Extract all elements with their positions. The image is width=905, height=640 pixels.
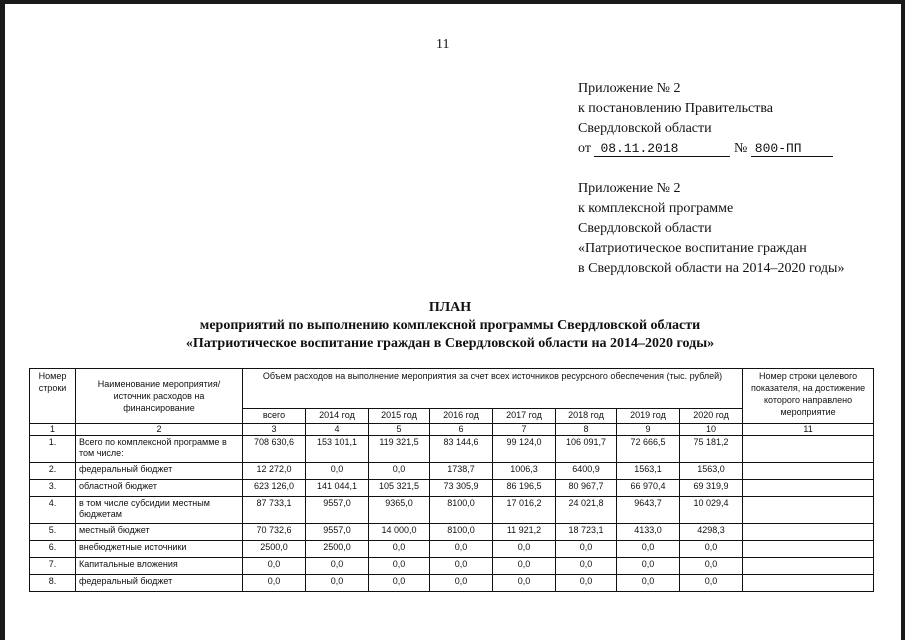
row-number: 7.: [30, 558, 76, 575]
value-2016: 1738,7: [430, 463, 493, 480]
value-2018: 24 021,8: [556, 497, 617, 524]
value-2018: 0,0: [556, 558, 617, 575]
table-row: [30, 524, 874, 541]
resolution-date: 08.11.2018: [594, 141, 730, 157]
value-2016: 8100,0: [430, 497, 493, 524]
value-total: 70 732,6: [243, 524, 306, 541]
value-2016: 0,0: [430, 558, 493, 575]
plan-heading: [150, 299, 750, 353]
plan-subtitle: мероприятий по выполнению комплексной программы Свердловской области: [199, 318, 701, 333]
year-header: 2020 год: [680, 408, 743, 423]
year-header: 2014 год: [306, 408, 369, 423]
value-2020: 0,0: [680, 575, 743, 592]
value-2020: 10 029,4: [680, 497, 743, 524]
value-2016: 83 144,6: [430, 436, 493, 463]
goal-row-number: [743, 436, 874, 463]
value-2017: 17 016,2: [493, 497, 556, 524]
scan-border-left: [0, 0, 5, 640]
header-row-number: Номер строки: [30, 369, 76, 424]
row-name: областной бюджет: [76, 480, 243, 497]
value-total: 623 126,0: [243, 480, 306, 497]
value-2014: 0,0: [306, 463, 369, 480]
goal-row-number: [743, 524, 874, 541]
row-name: федеральный бюджет: [76, 463, 243, 480]
goal-row-number: [743, 497, 874, 524]
value-2018: 80 967,7: [556, 480, 617, 497]
column-number: 2: [76, 424, 243, 436]
value-2017: 1006,3: [493, 463, 556, 480]
column-number: 5: [369, 424, 430, 436]
value-2014: 141 044,1: [306, 480, 369, 497]
table-row: [30, 558, 874, 575]
resolution-date-number-line: [578, 139, 833, 159]
value-2019: 72 666,5: [617, 436, 680, 463]
row-number: 1.: [30, 436, 76, 463]
value-2019: 1563,1: [617, 463, 680, 480]
value-2014: 0,0: [306, 558, 369, 575]
year-header: 2018 год: [556, 408, 617, 423]
value-2019: 0,0: [617, 575, 680, 592]
column-number: 10: [680, 424, 743, 436]
row-number: 2.: [30, 463, 76, 480]
value-2014: 153 101,1: [306, 436, 369, 463]
value-2020: 0,0: [680, 558, 743, 575]
number-prefix: №: [733, 141, 748, 156]
appendix-line: в Свердловской области на 2014–2020 годы»: [578, 261, 845, 276]
value-2019: 0,0: [617, 541, 680, 558]
value-2020: 75 181,2: [680, 436, 743, 463]
value-2014: 9557,0: [306, 497, 369, 524]
appendix-program-block: [578, 179, 844, 279]
header-expense-volume: Объем расходов на выполнение мероприятия за счет всех источников ресурсного обеспечения (тыс. рублей): [243, 369, 743, 409]
appendix-title: Приложение № 2: [578, 81, 681, 96]
goal-row-number: [743, 480, 874, 497]
value-total: 708 630,6: [243, 436, 306, 463]
value-2016: 8100,0: [430, 524, 493, 541]
scan-border-right: [901, 0, 905, 640]
value-2017: 99 124,0: [493, 436, 556, 463]
row-name: внебюджетные источники: [76, 541, 243, 558]
value-2015: 0,0: [369, 463, 430, 480]
table-row: [30, 541, 874, 558]
value-total: 0,0: [243, 558, 306, 575]
row-name: Капитальные вложения: [76, 558, 243, 575]
column-number-row: [30, 424, 874, 436]
value-2017: 0,0: [493, 541, 556, 558]
appendix-line: Свердловской области: [578, 221, 712, 236]
value-2015: 0,0: [369, 558, 430, 575]
value-2019: 4133,0: [617, 524, 680, 541]
value-2016: 0,0: [430, 541, 493, 558]
row-number: 8.: [30, 575, 76, 592]
value-2018: 18 723,1: [556, 524, 617, 541]
appendix-title: Приложение № 2: [578, 181, 681, 196]
value-2017: 11 921,2: [493, 524, 556, 541]
appendix-government-block: [578, 79, 833, 159]
goal-row-number: [743, 558, 874, 575]
appendix-line: к постановлению Правительства: [578, 101, 774, 116]
table-row: [30, 480, 874, 497]
appendix-line: «Патриотическое воспитание граждан: [578, 241, 807, 256]
row-number: 4.: [30, 497, 76, 524]
year-header: 2015 год: [369, 408, 430, 423]
row-number: 5.: [30, 524, 76, 541]
value-2016: 0,0: [430, 575, 493, 592]
column-number: 3: [243, 424, 306, 436]
plan-title: ПЛАН: [428, 300, 472, 315]
goal-row-number: [743, 541, 874, 558]
value-2017: 0,0: [493, 575, 556, 592]
value-2020: 4298,3: [680, 524, 743, 541]
value-2020: 0,0: [680, 541, 743, 558]
value-2020: 69 319,9: [680, 480, 743, 497]
column-number: 9: [617, 424, 680, 436]
plan-table: [29, 368, 874, 592]
value-2017: 0,0: [493, 558, 556, 575]
value-2014: 0,0: [306, 575, 369, 592]
header-goal-row: Номер строки целевого показателя, на достижение которого направлено мероприятие: [743, 369, 874, 424]
value-total: 12 272,0: [243, 463, 306, 480]
page-number: 11: [436, 37, 450, 52]
value-2016: 73 305,9: [430, 480, 493, 497]
value-2019: 0,0: [617, 558, 680, 575]
value-2019: 66 970,4: [617, 480, 680, 497]
date-prefix: от: [578, 141, 591, 156]
value-2015: 0,0: [369, 575, 430, 592]
table-row: [30, 575, 874, 592]
column-number: 1: [30, 424, 76, 436]
value-2015: 9365,0: [369, 497, 430, 524]
value-2015: 0,0: [369, 541, 430, 558]
value-2014: 2500,0: [306, 541, 369, 558]
table-row: [30, 497, 874, 524]
value-total: 2500,0: [243, 541, 306, 558]
row-name: местный бюджет: [76, 524, 243, 541]
year-header: всего: [243, 408, 306, 423]
row-name: федеральный бюджет: [76, 575, 243, 592]
year-header: 2017 год: [493, 408, 556, 423]
value-2015: 14 000,0: [369, 524, 430, 541]
scan-border-top: [0, 0, 905, 4]
resolution-number: 800-ПП: [751, 141, 833, 157]
value-2015: 105 321,5: [369, 480, 430, 497]
column-number: 11: [743, 424, 874, 436]
column-number: 4: [306, 424, 369, 436]
appendix-line: Свердловской области: [578, 121, 712, 136]
appendix-line: к комплексной программе: [578, 201, 734, 216]
column-number: 6: [430, 424, 493, 436]
header-event-name: Наименование мероприятия/ источник расходов на финансирование: [76, 369, 243, 424]
year-header: 2019 год: [617, 408, 680, 423]
value-2018: 0,0: [556, 575, 617, 592]
column-number: 7: [493, 424, 556, 436]
value-2018: 106 091,7: [556, 436, 617, 463]
row-name: в том числе субсидии местным бюджетам: [76, 497, 243, 524]
value-2018: 0,0: [556, 541, 617, 558]
value-2019: 9643,7: [617, 497, 680, 524]
plan-subtitle: «Патриотическое воспитание граждан в Свердловской области на 2014–2020 годы»: [185, 336, 715, 351]
goal-row-number: [743, 575, 874, 592]
value-2017: 86 196,5: [493, 480, 556, 497]
row-number: 6.: [30, 541, 76, 558]
table-row: [30, 436, 874, 463]
value-2020: 1563,0: [680, 463, 743, 480]
value-total: 87 733,1: [243, 497, 306, 524]
row-name: Всего по комплексной программе в том числе:: [76, 436, 243, 463]
goal-row-number: [743, 463, 874, 480]
value-2014: 9557,0: [306, 524, 369, 541]
row-number: 3.: [30, 480, 76, 497]
table-row: [30, 463, 874, 480]
value-total: 0,0: [243, 575, 306, 592]
value-2015: 119 321,5: [369, 436, 430, 463]
year-header: 2016 год: [430, 408, 493, 423]
value-2018: 6400,9: [556, 463, 617, 480]
column-number: 8: [556, 424, 617, 436]
